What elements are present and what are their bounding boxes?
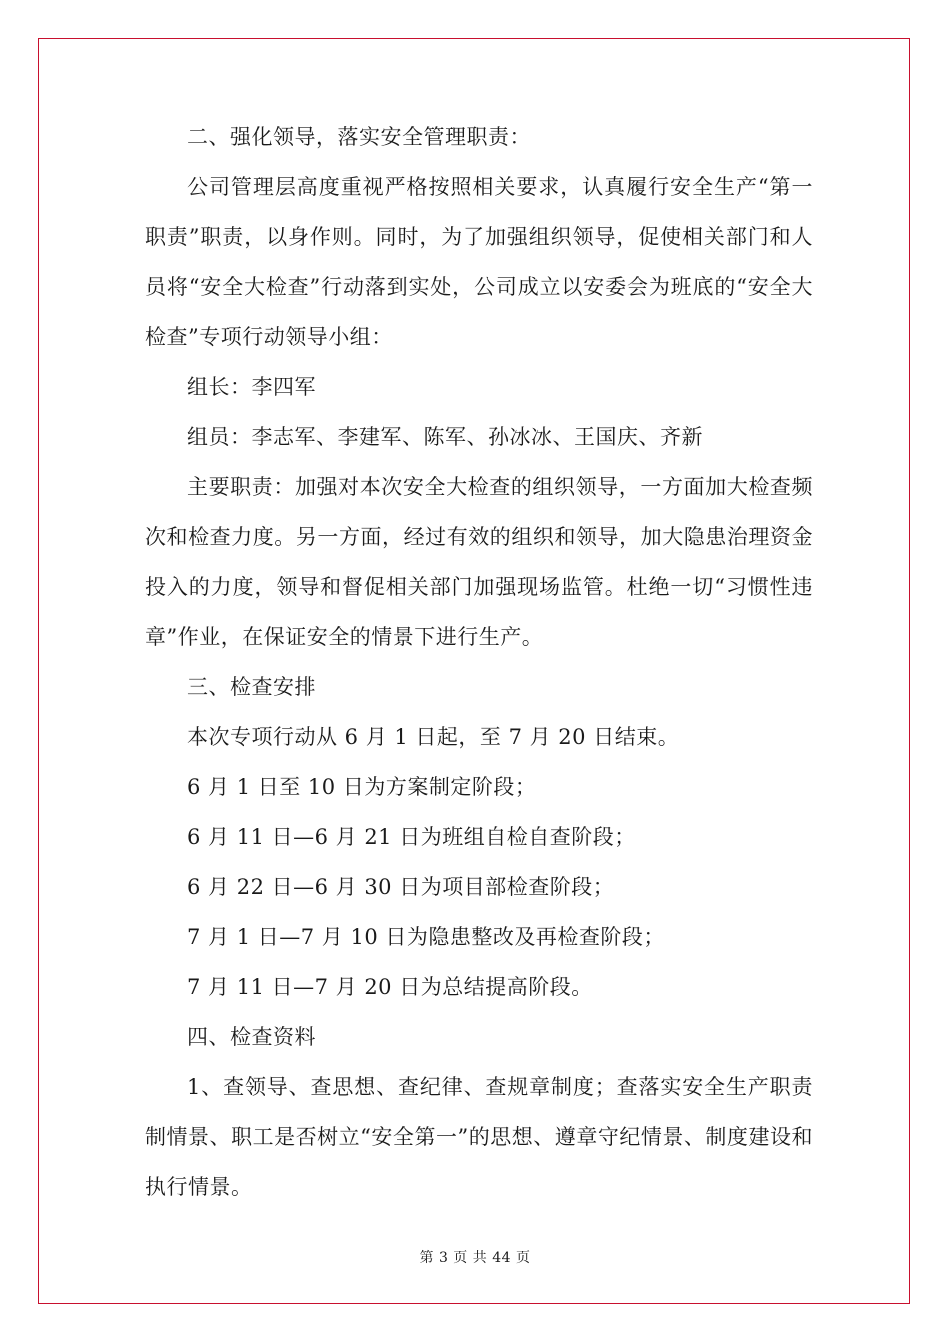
- schedule-overview: 本次专项行动从 6 月 1 日起，至 7 月 20 日结束。: [187, 725, 680, 749]
- schedule-item: 6 月 11 日—6 月 21 日为班组自检自查阶段；: [187, 825, 636, 849]
- schedule-item: 7 月 11 日—7 月 20 日为总结提高阶段。: [187, 975, 593, 999]
- page-number-footer: 第 3 页 共 44 页: [419, 1250, 531, 1266]
- paragraph: 公司管理层高度重视严格按照相关要求，认真履行安全生产“第一职责”职责，以身作则。同时，为了加强组织领导，促使相关部门和人员将“安全大检查”行动落到实处，公司成立以安委会为班底的“安全大检查”专项行动领导小组：: [145, 175, 813, 349]
- team-members: 组员：李志军、李建军、陈军、孙冰冰、王国庆、齐新: [187, 425, 703, 449]
- section-heading-3: 三、检查安排: [187, 675, 316, 699]
- paragraph: 1、查领导、查思想、查纪律、查规章制度；查落实安全生产职责制情景、职工是否树立“安全第一”的思想、遵章守纪情景、制度建设和执行情景。: [145, 1075, 813, 1199]
- document-body: [145, 112, 813, 1212]
- schedule-item: 6 月 1 日至 10 日为方案制定阶段；: [187, 775, 537, 799]
- section-heading-2: 二、强化领导，落实安全管理职责：: [187, 125, 531, 149]
- section-heading-4: 四、检查资料: [187, 1025, 316, 1049]
- schedule-item: 6 月 22 日—6 月 30 日为项目部检查阶段；: [187, 875, 615, 899]
- schedule-item: 7 月 1 日—7 月 10 日为隐患整改及再检查阶段；: [187, 925, 665, 949]
- team-leader: 组长：李四军: [187, 375, 316, 399]
- main-duties: 主要职责：加强对本次安全大检查的组织领导，一方面加大检查频次和检查力度。另一方面，经过有效的组织和领导，加大隐患治理资金投入的力度，领导和督促相关部门加强现场监管。杜绝一切“习惯性违章”作业，在保证安全的情景下进行生产。: [145, 475, 813, 649]
